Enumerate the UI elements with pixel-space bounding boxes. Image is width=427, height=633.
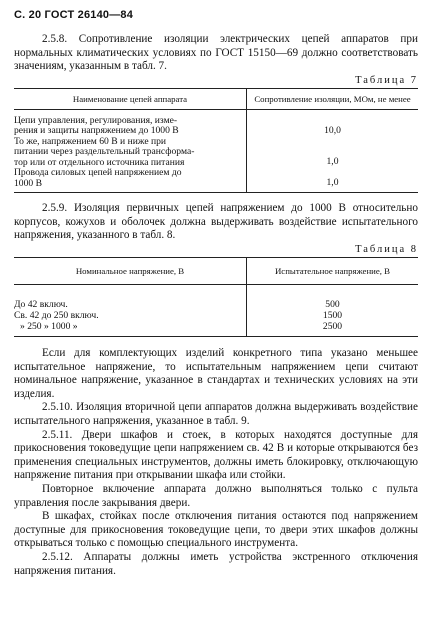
row-3-line-2: 1000 В: [14, 177, 42, 189]
table-cell-values: [247, 285, 419, 337]
table-7-caption: Таблица 7: [355, 74, 418, 86]
test-voltage-1: 500: [325, 299, 340, 311]
paragraph-repeat-switch-on: Повторное включение аппарата должно выполняться только с пульта управления после закрывания двери.: [14, 483, 418, 509]
paragraph-2-5-9: 2.5.9. Изоляция первичных цепей напряжением до 1000 В относительно корпусов, кожухов и оболочек должна выдерживать воздействие испытательного напряжения, указанного в табл. 8.: [14, 202, 418, 242]
table-cell-values: [247, 109, 419, 193]
table-7: [14, 88, 418, 194]
paragraph-cabinets: В шкафах, стойках после отключения питания остаются под напряжением доступные для прикосновения токоведущие цепи, то двери этих шкафов должны открываться только с помощью специального инструмента.: [14, 510, 418, 550]
column-header-circuits: Наименование цепей аппарата: [14, 88, 247, 109]
table-header-row: [14, 258, 418, 285]
paragraph-lower-voltage: Если для комплектующих изделий конкретного типа указано меньшее испытательное напряжение, то испытательным напряжением цепи считают номинальное напряжение, указанное в стандартах и технических условиях на эти изделия.: [14, 347, 418, 400]
row-1-value: 10,0: [324, 124, 341, 136]
table-cell-names: [14, 109, 247, 193]
table-header-row: [14, 88, 418, 109]
row-1-line-2: рения и защиты напряжением до 1000 В: [14, 125, 179, 137]
voltage-range-3: » 250 » 1000 »: [20, 321, 78, 333]
column-header-nominal: Номинальное напряжение, В: [14, 258, 247, 285]
row-3-line-1: Провода силовых цепей напряжением до: [14, 167, 182, 179]
paragraph-2-5-10: 2.5.10. Изоляция вторичной цепи аппаратов должна выдерживать воздействие испытательного напряжения, указанное в табл. 9.: [14, 401, 418, 428]
test-voltage-3: 2500: [322, 321, 343, 333]
column-header-test: Испытательное напряжение, В: [247, 258, 419, 285]
table-8-caption: Таблица 8: [355, 244, 418, 256]
table-row: [14, 285, 418, 337]
test-voltage-2: 1500: [322, 310, 343, 322]
document-page: [14, 9, 418, 578]
table-row: [14, 109, 418, 193]
row-2-line-2: питании через раздельтельный трансформа-: [14, 146, 195, 158]
paragraph-2-5-11: 2.5.11. Двери шкафов и стоек, в которых находятся доступные для прикосновения токоведущие цепи напряжением св. 42 В и которые открываются без применения специальных инструментов, должны иметь блокировку, отключающую напряжение питания при открывании шкафа или стойки.: [14, 428, 418, 482]
voltage-range-1: До 42 включ.: [14, 299, 68, 311]
table-cell-names: [14, 285, 247, 337]
voltage-range-2: Св. 42 до 250 включ.: [14, 310, 99, 322]
table-8: [14, 257, 418, 337]
row-2-line-1: То же, напряжением 60 В и ниже при: [14, 135, 167, 147]
paragraph-2-5-8: 2.5.8. Сопротивление изоляции электрических цепей аппаратов при нормальных климатических условиях по ГОСТ 15150—69 должно соответствовать значениям, указанным в табл. 7.: [14, 33, 418, 73]
column-header-resistance: Сопротивление изоляции, МОм, не менее: [247, 88, 419, 109]
row-2-value: 1,0: [326, 156, 339, 168]
paragraph-2-5-12: 2.5.12. Аппараты должны иметь устройства экстренного отключения напряжения питания.: [14, 550, 418, 577]
row-2-line-3: тор или от отдельного источника питания: [14, 156, 185, 168]
row-3-value: 1,0: [326, 176, 339, 188]
row-1-line-1: Цепи управления, регулирования, изме-: [14, 114, 178, 126]
page-header: С. 20 ГОСТ 26140—84: [14, 9, 134, 21]
